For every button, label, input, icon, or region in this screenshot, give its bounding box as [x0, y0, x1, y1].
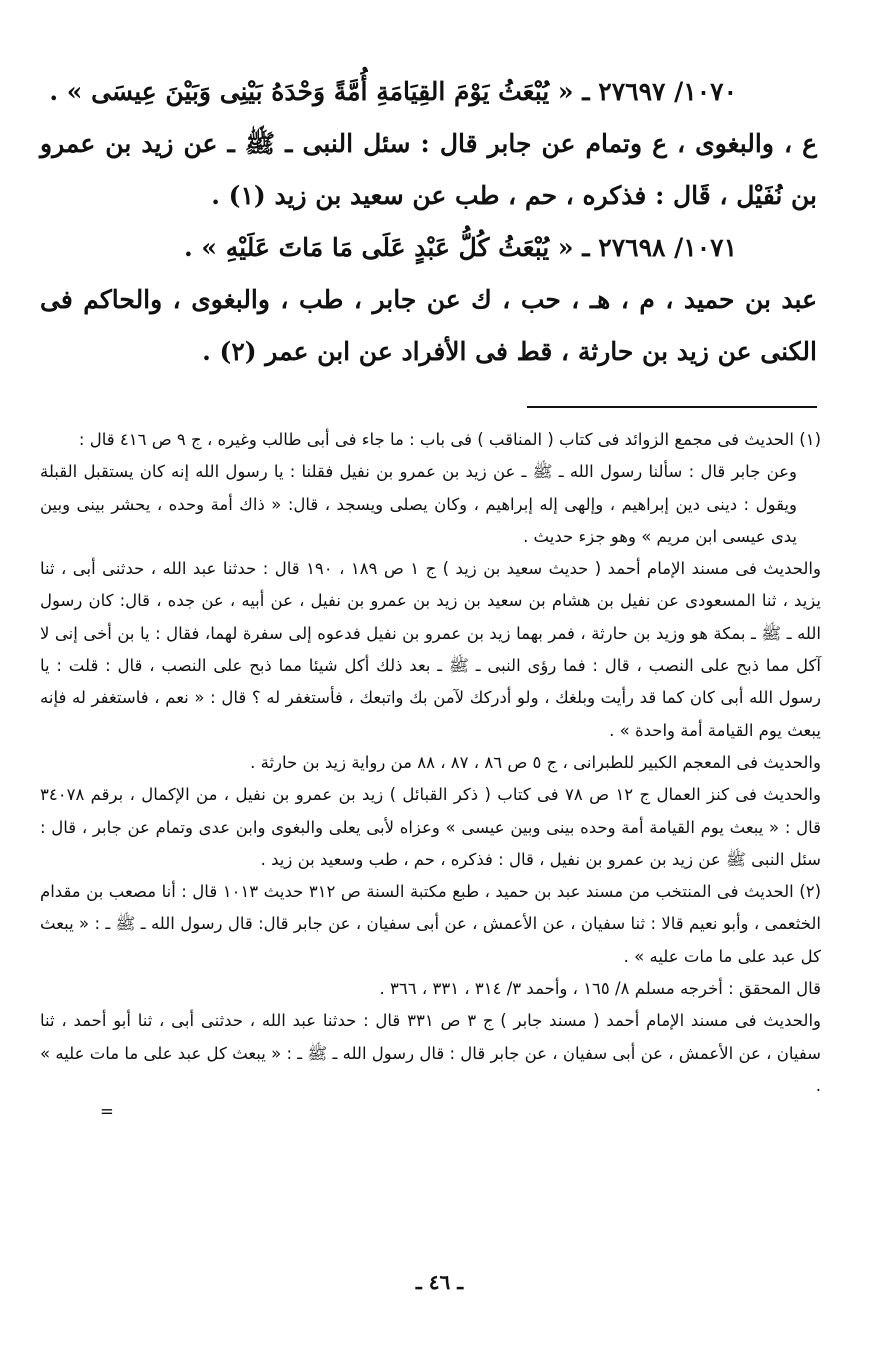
- hadith-1071-sources: عبد بن حميد ، م ، هـ ، حب ، ك عن جابر ، طب ، والبغوى ، والحاكم فى الكنى عن زيد بن حارثة ، قط فى الأفراد عن ابن عمر (٢) .: [40, 285, 817, 366]
- footnote-1-majma-text: وعن جابر قال : سألنا رسول الله ـ ﷺ ـ عن زيد بن عمرو بن نفيل فقلنا : يا رسول الله إنه كان يستقبل القبلة ويقول : دينى دين إبراهيم ، وإلهى إله إبراهيم ، وكان يصلى ويسجد ، قال: « ذاك أمة وحده ، يحشر بينى وبين يدى عيسى ابن مريم » وهو جزء حديث .: [40, 462, 797, 546]
- footnote-2-muntakhab: (٢) الحديث فى المنتخب من مسند عبد بن حميد ، طبع مكتبة السنة ص ٣١٢ حديث ١٠١٣ قال : أنا مصعب بن مقدام الخثعمى ، وأبو نعيم قالا : ثنا سفيان ، عن الأعمش ، عن أبى سفيان ، عن جابر قال: قال رسول الله ـ ﷺ ـ : « يبعث كل عبد على ما مات عليه » .: [40, 882, 822, 966]
- main-text: [40, 66, 817, 378]
- footnote-2-muhaqqiq: قال المحقق : أخرجه مسلم ٨/ ١٦٥ ، وأحمد ٣/ ٣١٤ ، ٣٣١ ، ٣٦٦ .: [379, 979, 821, 999]
- stray-mark: =: [100, 1102, 114, 1122]
- hadith-1070-sources: ع ، والبغوى ، ع وتمام عن جابر قال : سئل النبى ـ ﷺ ـ عن زيد بن عمرو بن نُفَيْل ، قَال : فذكره ، حم ، طب عن سعيد بن زيد (١) .: [40, 129, 817, 210]
- hadith-1070-heading: ١٠٧٠/ ٢٧٦٩٧ ـ « يُبْعَثُ يَوْمَ القِيَامَةِ أُمَّةً وَحْدَهُ بَيْنِى وَبَيْنَ عِيسَى » .: [49, 77, 737, 106]
- hadith-1071-heading: ١٠٧١/ ٢٧٦٩٨ ـ « يُبْعَثُ كُلُّ عَبْدٍ عَلَى مَا مَاتَ عَلَيْهِ » .: [184, 233, 737, 262]
- footnote-1-kanz: والحديث فى كنز العمال ج ١٢ ص ٧٨ فى كتاب ( ذكر القبائل ) زيد بن عمرو بن نفيل ، من الإكمال ، برقم ٣٤٠٧٨ قال : « يبعث يوم القيامة أمة وحده بينى وبين عيسى » وعزاه لأبى يعلى والبغوى وابن عدى وتمام عن جابر ، قال : سئل النبى ﷺ عن زيد بن عمرو بن نفيل ، قال : فذكره ، حم ، طب وسعيد بن زيد .: [40, 785, 821, 869]
- footnote-separator: [527, 406, 817, 408]
- page-number: ـ ٤٦ ـ: [415, 1270, 464, 1294]
- footnotes: [40, 424, 821, 1122]
- footnote-1-tabarani: والحديث فى المعجم الكبير للطبرانى ، ج ٥ ص ٨٦ ، ٨٧ ، ٨٨ من رواية زيد بن حارثة .: [250, 752, 821, 772]
- footnote-1-musnad-ahmad: والحديث فى مسند الإمام أحمد ( حديث سعيد بن زيد ) ج ١ ص ١٨٩ ، ١٩٠ قال : حدثنا عبد الله ، حدثنى أبى ، ثنا يزيد ، ثنا المسعودى عن نفيل بن هشام بن سعيد بن زيد بن عمرو بن نفيل ، عن أبيه ، عن جده ، قال: كان رسول الله ـ ﷺ ـ بمكة هو وزيد بن حارثة ، فمر بهما زيد بن عمرو بن نفيل فدعوه إلى سفرة لهما، فقال : يا بن أخى إنى لا آكل مما ذبح على النصب ، قال : فما رؤى النبى ـ ﷺ ـ بعد ذلك أكل شيئا مما ذبح على النصب ، قال : قلت : يا رسول الله أبى كان كما قد رأيت وبلغك ، ولو أدركك لآمن بك واتبعك ، فأستغفر له ؟ قال : « نعم ، فاستغفر له فإنه يبعث يوم القيامة أمة واحدة » .: [40, 559, 821, 740]
- footnote-1-intro: (١) الحديث فى مجمع الزوائد فى كتاب ( المناقب ) فى باب : ما جاء فى أبى طالب وغيره ، ج ٩ ص ٤١٦ قال :: [78, 430, 821, 449]
- footnote-2-musnad-ahmad: والحديث فى مسند الإمام أحمد ( مسند جابر ) ج ٣ ص ٣٣١ قال : حدثنا عبد الله ، حدثنى أبى ، ثنا أبو أحمد ، ثنا سفيان ، عن الأعمش ، عن أبى سفيان ، عن جابر قال : قال رسول الله ـ ﷺ ـ : « يبعث كل عبد على ما مات عليه » .: [40, 1011, 821, 1095]
